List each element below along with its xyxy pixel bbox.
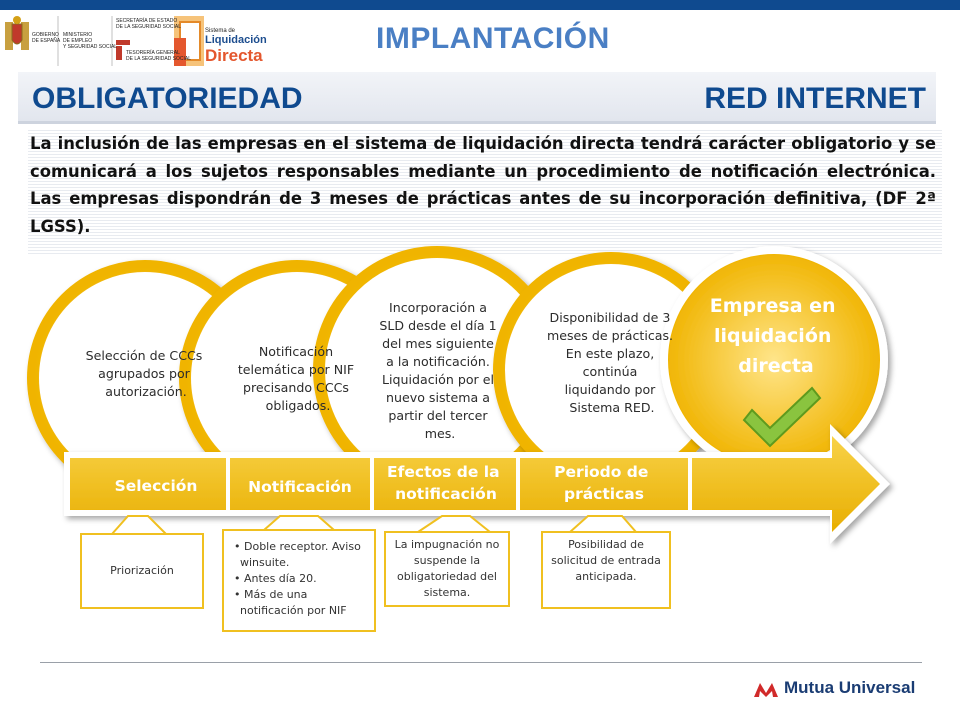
intro-paragraph: La inclusión de las empresas en el sistema de liquidación directa tendrá carácter obligatorio y se comunicará a los sujetos responsables mediante un procedimiento de notificación electrónica. Las empresas dispondrán de 3 meses de prácticas antes de su incorporación definitiva, (DF 2ª LGSS). [30, 134, 936, 236]
gov-line: SECRETARÍA DE ESTADO [116, 18, 178, 24]
sld-line2: Directa [205, 46, 263, 65]
stage-label-4: Periodo de prácticas [554, 463, 649, 503]
footer-divider [40, 662, 922, 663]
note-priorizacion-text: Priorización [110, 564, 174, 577]
note-item: • Doble receptor. Aviso winsuite. [234, 540, 361, 569]
sld-small: Sistema de [205, 28, 236, 34]
note-item: • Antes día 20. [234, 572, 317, 585]
gov-line: TESORERÍA GENERAL [126, 50, 180, 56]
stage-label-2: Notificación [248, 478, 352, 496]
circle-text-1: Selección de CCCs agrupados por autorización. [85, 348, 203, 399]
note-impugnacion-text: La impugnación no suspende la obligatoriedad del sistema. [394, 538, 500, 599]
circle-text-2: Notificación telemática por NIF precisando CCCs obligados. [237, 344, 355, 413]
note-impugnacion [384, 531, 510, 607]
mutua-logo-icon [752, 679, 780, 699]
stage-label-1: Selección [114, 477, 198, 495]
circle-text-3: Incorporación a SLD desde el día 1 del mes siguiente a la notificación. Liquidación por el nuevo sistema a partir del tercer mes. [379, 300, 497, 441]
gov-line: MINISTERIO [63, 32, 93, 38]
note-solicitud-text: Posibilidad de solicitud de entrada anticipada. [551, 538, 661, 583]
gov-line: DE EMPLEO [63, 38, 93, 44]
note-priorizacion [80, 533, 204, 609]
gov-line: Y SEGURIDAD SOCIAL [63, 44, 118, 50]
stage-label-3: Efectos de la notificación [387, 463, 500, 503]
note-notificacion [222, 529, 376, 632]
footer-brand: Mutua Universal [784, 678, 916, 697]
gov-line: GOBIERNO [32, 32, 59, 38]
gov-line: DE ESPAÑA [32, 38, 61, 44]
gov-line: DE LA SEGURIDAD SOCIAL [126, 56, 192, 62]
note-item: • Más de una notificación por NIF [234, 588, 347, 617]
gov-line: DE LA SEGURIDAD SOCIAL [116, 24, 182, 30]
sld-line1: Liquidación [205, 34, 267, 46]
page-title: IMPLANTACIÓN [376, 22, 610, 55]
banner-left-title: OBLIGATORIEDAD [32, 82, 303, 115]
banner-right-title: RED INTERNET [704, 82, 926, 115]
circle-text-4: Disponibilidad de 3 meses de prácticas. En este plazo, continúa liquidando por Sistema RED. [546, 310, 674, 415]
circle-text-5: Empresa en liquidación directa [709, 295, 836, 377]
note-solicitud [541, 531, 671, 609]
